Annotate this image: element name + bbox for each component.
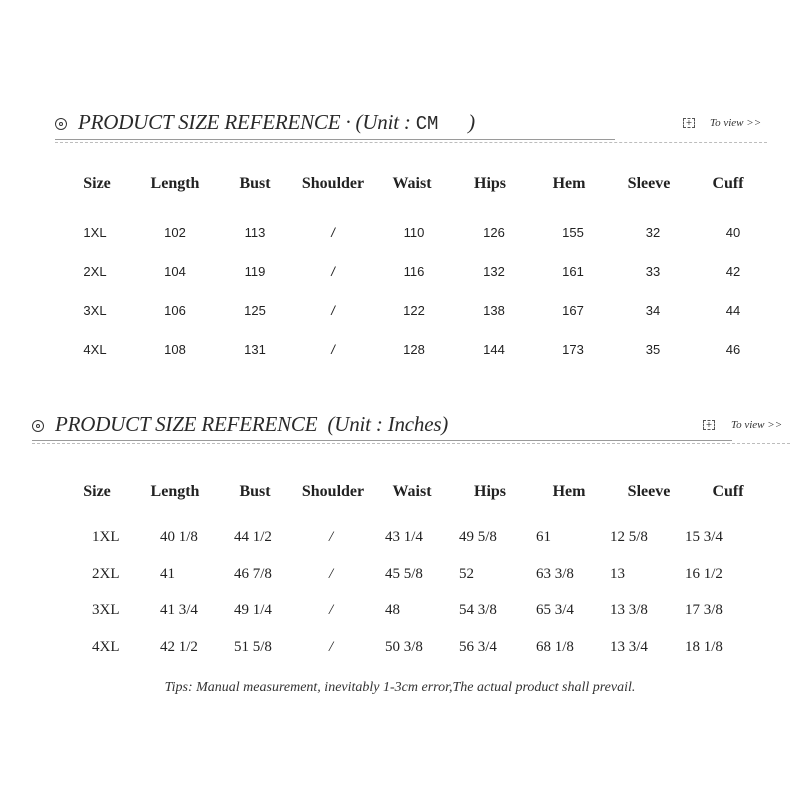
cell-length: 42 1/2 bbox=[160, 639, 198, 655]
cell-size: 2XL bbox=[92, 566, 120, 582]
col-hips: Hips bbox=[473, 483, 507, 500]
tips-note: Tips: Manual measurement, inevitably 1-3cm error,The actual product shall prevail. bbox=[164, 680, 636, 695]
col-hips: Hips bbox=[473, 175, 507, 192]
cell-cuff: 16 1/2 bbox=[685, 566, 723, 582]
col-shoulder: Shoulder bbox=[301, 175, 365, 192]
cell-hem: 155 bbox=[562, 225, 584, 240]
cell-waist: 116 bbox=[403, 264, 425, 279]
cell-size: 1XL bbox=[92, 529, 120, 545]
cell-sleeve: 13 3/4 bbox=[610, 639, 648, 655]
inch-header-dash bbox=[32, 443, 790, 444]
cell-sleeve: 35 bbox=[645, 342, 661, 357]
cell-bust: 49 1/4 bbox=[234, 602, 272, 618]
cell-waist: 43 1/4 bbox=[385, 529, 423, 545]
cell-sleeve: 12 5/8 bbox=[610, 529, 648, 545]
expand-icon[interactable]: + bbox=[703, 420, 715, 430]
col-hem: Hem bbox=[552, 483, 586, 500]
col-length: Length bbox=[150, 483, 200, 500]
cell-waist: 48 bbox=[385, 602, 400, 618]
col-bust: Bust bbox=[239, 175, 271, 192]
cell-cuff: 40 bbox=[725, 225, 741, 240]
inch-header-rule bbox=[32, 440, 732, 441]
cell-hips: 52 bbox=[459, 566, 474, 582]
cell-bust: 44 1/2 bbox=[234, 529, 272, 545]
cm-to-view-link[interactable]: To view >> bbox=[710, 117, 762, 129]
cell-hem: 63 3/8 bbox=[536, 566, 574, 582]
cell-bust: 131 bbox=[244, 342, 266, 357]
cell-size: 3XL bbox=[83, 303, 107, 318]
cell-shoulder: / bbox=[329, 566, 334, 582]
cell-shoulder: / bbox=[331, 225, 335, 240]
col-shoulder: Shoulder bbox=[301, 483, 365, 500]
col-waist: Waist bbox=[392, 483, 432, 500]
cell-shoulder: / bbox=[329, 639, 334, 655]
cell-hips: 56 3/4 bbox=[459, 639, 497, 655]
circle-bullet-icon bbox=[55, 118, 67, 130]
cell-bust: 51 5/8 bbox=[234, 639, 272, 655]
cell-cuff: 18 1/8 bbox=[685, 639, 723, 655]
cell-size: 4XL bbox=[83, 342, 107, 357]
circle-bullet-icon bbox=[32, 420, 44, 432]
cm-unit-suffix: ) bbox=[468, 110, 475, 134]
cell-length: 102 bbox=[164, 225, 186, 240]
col-sleeve: Sleeve bbox=[627, 483, 671, 500]
cell-hem: 65 3/4 bbox=[536, 602, 574, 618]
cell-length: 106 bbox=[164, 303, 186, 318]
cell-length: 108 bbox=[164, 342, 186, 357]
cm-unit-prefix: · (Unit : bbox=[345, 110, 416, 134]
cell-shoulder: / bbox=[329, 602, 334, 618]
cell-cuff: 44 bbox=[725, 303, 741, 318]
cell-sleeve: 13 bbox=[610, 566, 625, 582]
cell-hem: 61 bbox=[536, 529, 551, 545]
cell-shoulder: / bbox=[329, 529, 334, 545]
cm-unit-value: CM bbox=[415, 113, 439, 135]
cell-hem: 68 1/8 bbox=[536, 639, 574, 655]
cell-sleeve: 13 3/8 bbox=[610, 602, 648, 618]
cell-shoulder: / bbox=[331, 342, 335, 357]
cell-length: 41 bbox=[160, 566, 175, 582]
col-cuff: Cuff bbox=[712, 175, 744, 192]
cm-header-dash bbox=[55, 142, 767, 143]
cell-hips: 126 bbox=[483, 225, 505, 240]
cell-size: 2XL bbox=[83, 264, 107, 279]
cell-bust: 125 bbox=[244, 303, 266, 318]
cell-length: 104 bbox=[164, 264, 186, 279]
col-cuff: Cuff bbox=[712, 483, 744, 500]
cell-hips: 49 5/8 bbox=[459, 529, 497, 545]
col-bust: Bust bbox=[239, 483, 271, 500]
cell-hem: 161 bbox=[562, 264, 584, 279]
cell-sleeve: 33 bbox=[645, 264, 661, 279]
cell-size: 3XL bbox=[92, 602, 120, 618]
col-sleeve: Sleeve bbox=[627, 175, 671, 192]
cell-waist: 45 5/8 bbox=[385, 566, 423, 582]
col-size: Size bbox=[83, 483, 111, 500]
cell-waist: 122 bbox=[403, 303, 425, 318]
cell-bust: 46 7/8 bbox=[234, 566, 272, 582]
cell-length: 40 1/8 bbox=[160, 529, 198, 545]
cm-header-rule bbox=[55, 139, 615, 140]
cell-shoulder: / bbox=[331, 264, 335, 279]
cell-size: 1XL bbox=[83, 225, 107, 240]
cell-cuff: 42 bbox=[725, 264, 741, 279]
col-hem: Hem bbox=[552, 175, 586, 192]
cell-waist: 128 bbox=[403, 342, 425, 357]
inch-to-view-link[interactable]: To view >> bbox=[731, 419, 783, 431]
cell-sleeve: 32 bbox=[645, 225, 661, 240]
cell-length: 41 3/4 bbox=[160, 602, 198, 618]
cell-bust: 113 bbox=[244, 225, 266, 240]
cell-size: 4XL bbox=[92, 639, 120, 655]
cell-cuff: 15 3/4 bbox=[685, 529, 723, 545]
cell-hips: 138 bbox=[483, 303, 505, 318]
inch-unit-text: (Unit : Inches) bbox=[327, 412, 449, 436]
cell-bust: 119 bbox=[244, 264, 266, 279]
cell-sleeve: 34 bbox=[645, 303, 661, 318]
cell-shoulder: / bbox=[331, 303, 335, 318]
col-size: Size bbox=[83, 175, 111, 192]
col-waist: Waist bbox=[392, 175, 432, 192]
cell-waist: 110 bbox=[403, 225, 425, 240]
cell-cuff: 17 3/8 bbox=[685, 602, 723, 618]
cell-cuff: 46 bbox=[725, 342, 741, 357]
cell-hips: 54 3/8 bbox=[459, 602, 497, 618]
cm-title-text: PRODUCT SIZE REFERENCE bbox=[78, 110, 341, 134]
cell-hem: 167 bbox=[562, 303, 584, 318]
expand-icon[interactable]: + bbox=[683, 118, 695, 128]
col-length: Length bbox=[150, 175, 200, 192]
inch-section-title bbox=[55, 412, 448, 437]
cell-waist: 50 3/8 bbox=[385, 639, 423, 655]
cell-hips: 132 bbox=[483, 264, 505, 279]
cm-section-title bbox=[78, 110, 475, 135]
cell-hips: 144 bbox=[483, 342, 505, 357]
inch-title-text: PRODUCT SIZE REFERENCE bbox=[55, 412, 318, 436]
cell-hem: 173 bbox=[562, 342, 584, 357]
